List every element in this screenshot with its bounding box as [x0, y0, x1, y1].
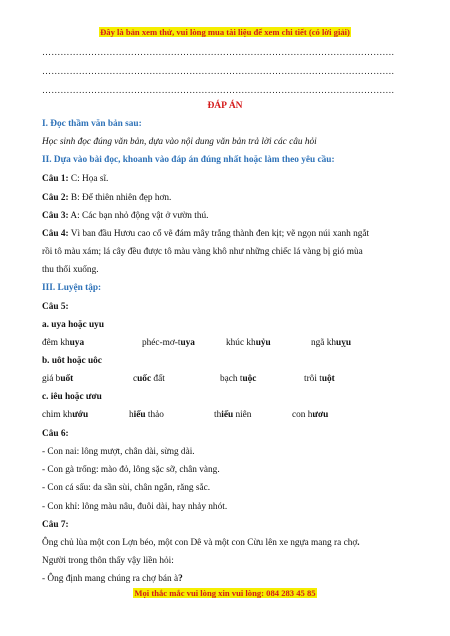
q4-answer: [42, 229, 369, 239]
q2-answer: [42, 193, 171, 203]
q2-label: Câu 2:: [42, 193, 69, 203]
q3-answer: [42, 211, 208, 221]
contact-banner-text: Mọi thắc mắc vui lòng xin vui lòng: 084 283 45 85: [134, 588, 316, 598]
q4-label: Câu 4:: [42, 229, 69, 239]
section3-heading: III. Luyện tập:: [42, 283, 102, 293]
q7-line: Ông chủ lùa một con Lợn béo, một con Dê và một con Cừu lên xe ngựa mang ra chợ.: [42, 538, 360, 548]
answer-title: ĐÁP ÁN: [207, 101, 243, 111]
q5c-word: hiếu thảo: [129, 410, 164, 420]
q4-text-line: rồi tô màu xám; lá cây đều được tô màu vàng khô như những chiếc lá vàng bị gió mùa: [42, 247, 363, 257]
q5b-word: bạch tuộc: [220, 374, 257, 384]
section1-heading: I. Đọc thầm văn bản sau:: [42, 119, 142, 129]
q7-line: - Ông định mang chúng ra chợ bán à?: [42, 574, 183, 584]
q7-label: Câu 7:: [42, 520, 69, 530]
q5b-word: giá buốt: [42, 374, 74, 384]
q6-label: Câu 6:: [42, 429, 69, 439]
q5b-word: trôi tuột: [304, 374, 335, 384]
q6-line: - Con nai: lông mượt, chân dài, sừng dài.: [42, 447, 195, 457]
q6-line: - Con khỉ: lông màu nâu, đuôi dài, hay nhảy nhót.: [42, 502, 228, 512]
section2-heading: II. Dựa vào bài đọc, khoanh vào đáp án đúng nhất hoặc làm theo yêu cầu:: [42, 155, 335, 165]
q4-text: Vì ban đầu Hươu cao cổ vẽ đám mây trắng thành đen kịt; vẽ ngọn núi xanh ngắt: [68, 229, 370, 239]
dotted-line: …………………………………………………………………………………………………….: [42, 85, 395, 95]
q5a-label: a. uya hoặc uyu: [42, 320, 104, 330]
q5c-word: chim khướu: [42, 410, 89, 420]
q1-text: C: Họa sĩ.: [68, 174, 109, 184]
q5a-word: phéc-mơ-tuya: [142, 338, 195, 348]
q5a-word: ngã khuỵu: [311, 338, 352, 348]
q5c-label: c. iêu hoặc ươu: [42, 392, 102, 402]
dotted-line: …………………………………………………………………………………………………….: [42, 66, 395, 76]
q5-label: Câu 5:: [42, 302, 69, 312]
q4-text-line: thu thổi xuống.: [42, 265, 99, 275]
q1-label: Câu 1:: [42, 174, 69, 184]
q6-line: - Con gà trống: mào đỏ, lông sặc sỡ, chân vàng.: [42, 465, 220, 475]
q1-answer: [42, 174, 108, 184]
section1-instruction: Học sinh đọc đúng văn bản, dựa vào nội dung văn bản trả lời các câu hỏi: [42, 137, 317, 147]
q5a-word: đêm khuya: [42, 338, 85, 348]
q3-text: A: Các bạn nhỏ động vật ở vườn thú.: [68, 211, 209, 221]
preview-banner: [0, 27, 450, 37]
q5b-label: b. uôt hoặc uôc: [42, 356, 102, 366]
q6-line: - Con cá sấu: da sần sùi, chân ngắn, răng sắc.: [42, 483, 211, 493]
q5c-word: con hươu: [292, 410, 329, 420]
preview-banner-text: Đây là bản xem thử, vui lòng mua tài liệu để xem chi tiết (có lời giải): [100, 27, 350, 37]
q5b-word: cuốc đất: [133, 374, 165, 384]
q2-text: B: Để thiên nhiên đẹp hơn.: [68, 193, 172, 203]
dotted-line: …………………………………………………………………………………………………….: [42, 47, 395, 57]
q5c-word: thiếu niên: [214, 410, 252, 420]
contact-banner: [0, 588, 450, 598]
q5a-word: khúc khuỷu: [226, 338, 271, 348]
q3-label: Câu 3:: [42, 211, 69, 221]
q7-line: Người trong thôn thấy vậy liền hỏi:: [42, 556, 174, 566]
